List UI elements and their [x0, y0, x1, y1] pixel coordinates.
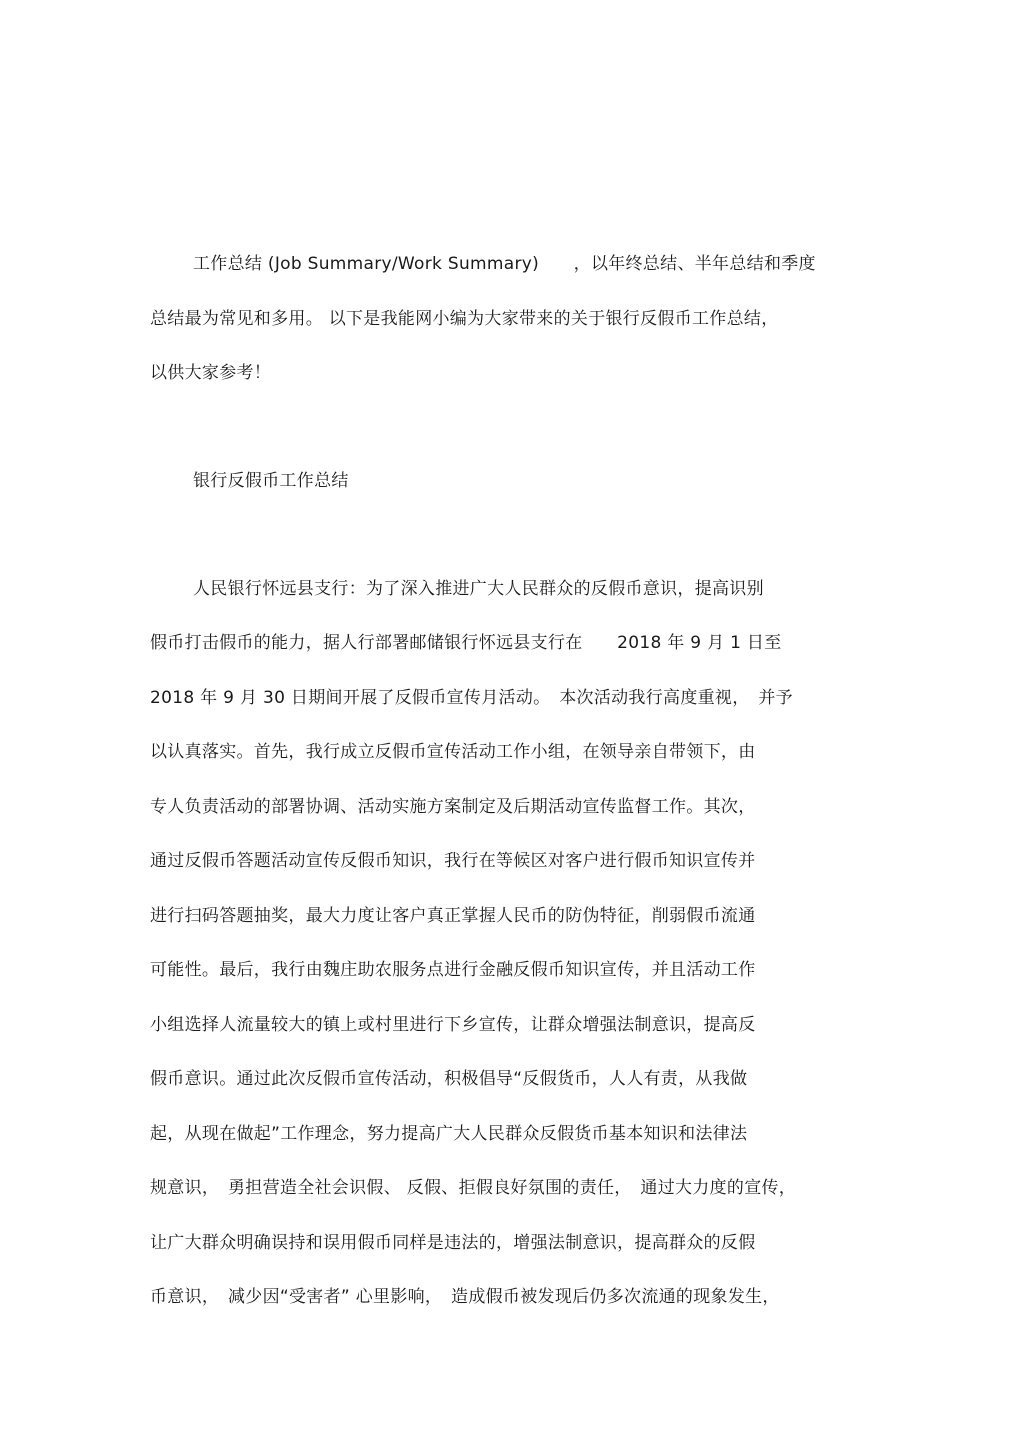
body-line-14: 币意识， 减少因“受害者” 心里影响， 造成假币被发现后仍多次流通的现象发生， — [150, 1287, 780, 1307]
body-line-13: 让广大群众明确误持和误用假币同样是违法的，增强法制意识，提高群众的反假 — [150, 1233, 756, 1253]
body-line-4: 以认真落实。首先，我行成立反假币宣传活动工作小组，在领导亲自带领下，由 — [150, 742, 756, 762]
body-line-11: 起，从现在做起”工作理念，努力提高广大人民群众反假货币基本知识和法律法 — [150, 1124, 748, 1144]
body-line-1: 人民银行怀远县支行：为了深入推进广大人民群众的反假币意识，提高识别 — [193, 579, 764, 599]
intro-line-2: 总结最为常见和多用。 以下是我能网小编为大家带来的关于银行反假币工作总结， — [150, 309, 779, 329]
intro-line-3: 以供大家参考！ — [150, 363, 272, 383]
body-line-6: 通过反假币答题活动宣传反假币知识，我行在等候区对客户进行假币知识宣传并 — [150, 851, 756, 871]
body-line-5: 专人负责活动的部署协调、活动实施方案制定及后期活动宣传监督工作。其次， — [150, 797, 756, 817]
body-line-10: 假币意识。通过此次反假币宣传活动，积极倡导“反假货币，人人有责，从我做 — [150, 1069, 748, 1089]
body-line-7: 进行扫码答题抽奖，最大力度让客户真正掌握人民币的防伪特征，削弱假币流通 — [150, 906, 756, 926]
body-line-8: 可能性。最后，我行由魏庄助农服务点进行金融反假币知识宣传，并且活动工作 — [150, 960, 756, 980]
body-line-2: 假币打击假币的能力，据人行部署邮储银行怀远县支行在 2018 年 9 月 1 日至 — [150, 633, 782, 653]
intro-line-1: 工作总结 (Job Summary/Work Summary) ，以年终总结、半年总结和季度 — [193, 254, 816, 274]
article-title: 银行反假币工作总结 — [193, 471, 349, 491]
body-line-9: 小组选择人流量较大的镇上或村里进行下乡宣传，让群众增强法制意识，提高反 — [150, 1015, 756, 1035]
body-line-12: 规意识， 勇担营造全社会识假、 反假、拒假良好氛围的责任， 通过大力度的宣传， — [150, 1178, 797, 1198]
body-line-3: 2018 年 9 月 30 日期间开展了反假币宣传月活动。 本次活动我行高度重视， 并予 — [150, 688, 793, 708]
